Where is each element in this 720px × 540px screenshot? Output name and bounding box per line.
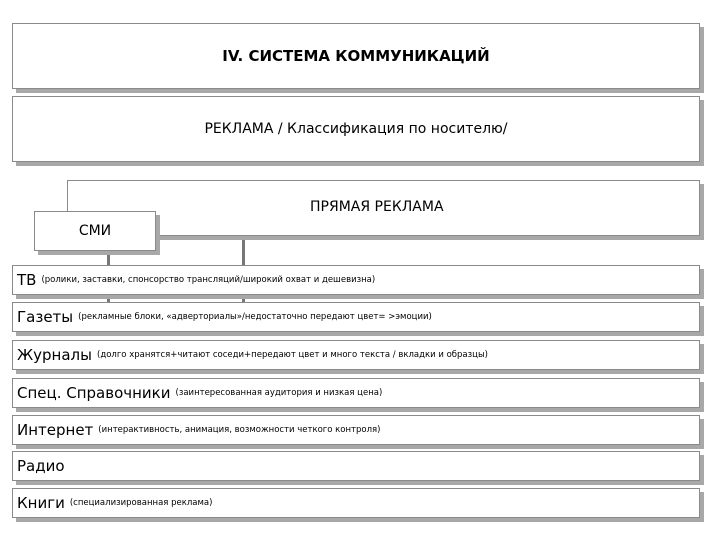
- media-row-tv: [12, 265, 700, 295]
- media-name: Газеты: [17, 308, 74, 326]
- media-row-books: [12, 488, 700, 518]
- media-name: Журналы: [17, 346, 92, 364]
- direct-ad-label: ПРЯМАЯ РЕКЛАМА: [310, 199, 444, 215]
- media-detail: (специализированная реклама): [69, 498, 213, 508]
- media-detail: (заинтересованная аудитория и низкая цена): [175, 388, 383, 398]
- media-name: ТВ: [17, 271, 37, 289]
- direct-ad-box: [67, 180, 700, 236]
- media-detail: (ролики, заставки, спонсорство трансляций/широкий охват и дешевизна): [41, 275, 376, 285]
- media-name: Спец. Справочники: [17, 384, 171, 402]
- classification-box: [12, 96, 700, 162]
- classification-label: РЕКЛАМА / Классификация по носителю/: [204, 121, 508, 137]
- header-box: [12, 23, 700, 89]
- media-row-newspapers: [12, 302, 700, 332]
- media-name: Радио: [17, 457, 65, 475]
- media-detail: (рекламные блоки, «адверториалы»/недостаточно передают цвет= >эмоции): [78, 312, 432, 322]
- smi-box: [34, 211, 156, 251]
- media-row-radio: [12, 451, 700, 481]
- page-title: IV. СИСТЕМА КОММУНИКАЦИЙ: [222, 47, 490, 65]
- media-row-internet: [12, 415, 700, 445]
- smi-label: СМИ: [78, 223, 112, 239]
- media-detail: (интерактивность, анимация, возможности четкого контроля): [98, 425, 381, 435]
- media-row-magazines: [12, 340, 700, 370]
- media-row-directories: [12, 378, 700, 408]
- media-detail: (долго хранятся+читают соседи+передают цвет и много текста / вкладки и образцы): [97, 350, 488, 360]
- media-name: Интернет: [17, 421, 94, 439]
- media-name: Книги: [17, 494, 65, 512]
